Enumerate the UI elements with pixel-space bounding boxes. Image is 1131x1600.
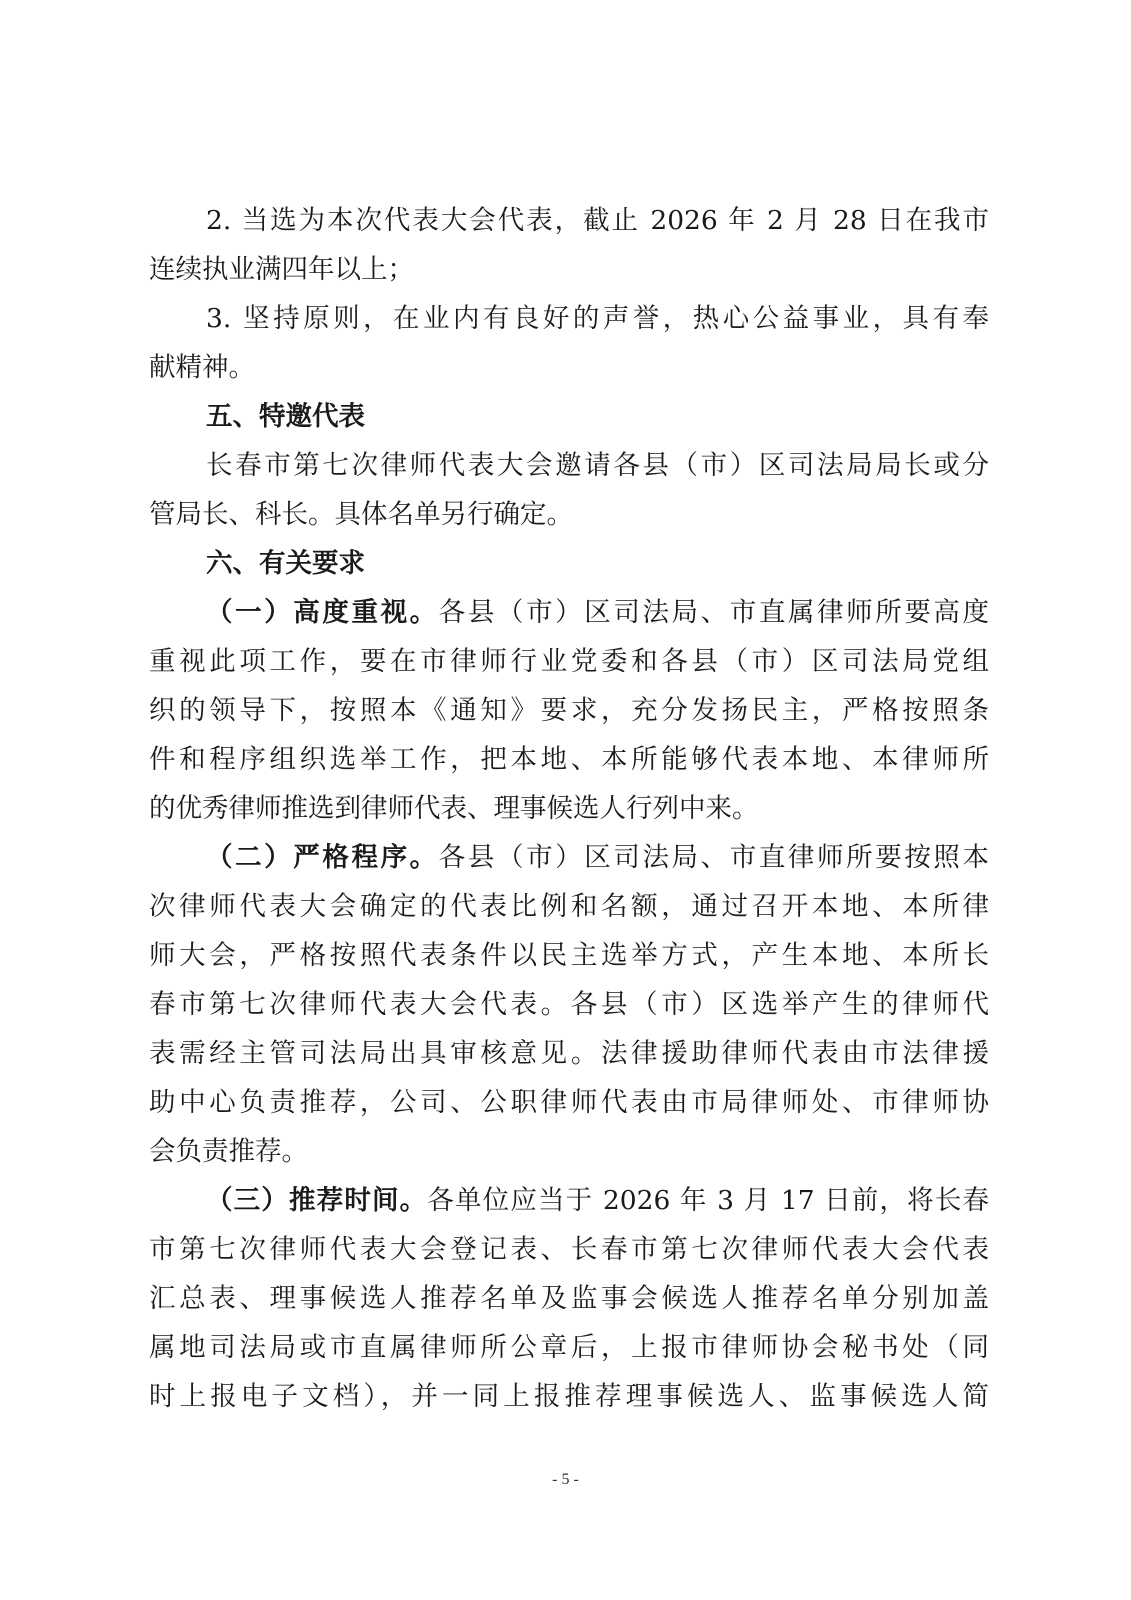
subheading-label: （一）高度重视。	[206, 597, 439, 628]
paragraph-line: 的优秀律师推选到律师代表、理事候选人行列中来。	[149, 793, 759, 824]
section-heading: 六、有关要求	[206, 548, 365, 579]
paragraph-line: 市第七次律师代表大会登记表、长春市第七次律师代表大会代表	[149, 1234, 989, 1265]
paragraph-line: 件和程序组织选举工作，把本地、本所能够代表本地、本律师所	[149, 744, 989, 775]
subheading-label: （二）严格程序。	[206, 842, 439, 873]
paragraph-line: 连续执业满四年以上；	[149, 254, 414, 285]
paragraph-line: 献精神。	[149, 352, 255, 383]
paragraph-line: （一）高度重视。各县（市）区司法局、市直属律师所要高度	[206, 597, 990, 628]
paragraph-line: 重视此项工作，要在市律师行业党委和各县（市）区司法局党组	[149, 646, 989, 677]
paragraph-line: 织的领导下，按照本《通知》要求，充分发扬民主，严格按照条	[149, 695, 989, 726]
paragraph-line: （三）推荐时间。各单位应当于 2026 年 3 月 17 日前，将长春	[206, 1185, 990, 1216]
page-number: - 5 -	[552, 1471, 579, 1488]
paragraph-line: 汇总表、理事候选人推荐名单及监事会候选人推荐名单分别加盖	[149, 1283, 989, 1314]
paragraph-line: 长春市第七次律师代表大会邀请各县（市）区司法局局长或分	[206, 450, 989, 481]
subheading-label: （三）推荐时间。	[206, 1185, 428, 1216]
paragraph-line: 次律师代表大会确定的代表比例和名额，通过召开本地、本所律	[149, 891, 989, 922]
paragraph-line: 春市第七次律师代表大会代表。各县（市）区选举产生的律师代	[149, 989, 989, 1020]
paragraph-line: （二）严格程序。各县（市）区司法局、市直律师所要按照本	[206, 842, 990, 873]
paragraph-line: 3. 坚持原则，在业内有良好的声誉，热心公益事业，具有奉	[206, 303, 989, 334]
document-body	[149, 196, 989, 1421]
paragraph-line: 会负责推荐。	[149, 1136, 308, 1167]
section-heading: 五、特邀代表	[206, 401, 365, 432]
paragraph-line: 属地司法局或市直属律师所公章后，上报市律师协会秘书处（同	[149, 1332, 989, 1363]
paragraph-line: 管局长、科长。具体名单另行确定。	[149, 499, 573, 530]
paragraph-line: 表需经主管司法局出具审核意见。法律援助律师代表由市法律援	[149, 1038, 989, 1069]
paragraph-line: 师大会，严格按照代表条件以民主选举方式，产生本地、本所长	[149, 940, 989, 971]
paragraph-line: 2. 当选为本次代表大会代表，截止 2026 年 2 月 28 日在我市	[206, 205, 989, 236]
paragraph-line: 助中心负责推荐，公司、公职律师代表由市局律师处、市律师协	[149, 1087, 989, 1118]
paragraph-line: 时上报电子文档），并一同上报推荐理事候选人、监事候选人简	[149, 1381, 989, 1412]
